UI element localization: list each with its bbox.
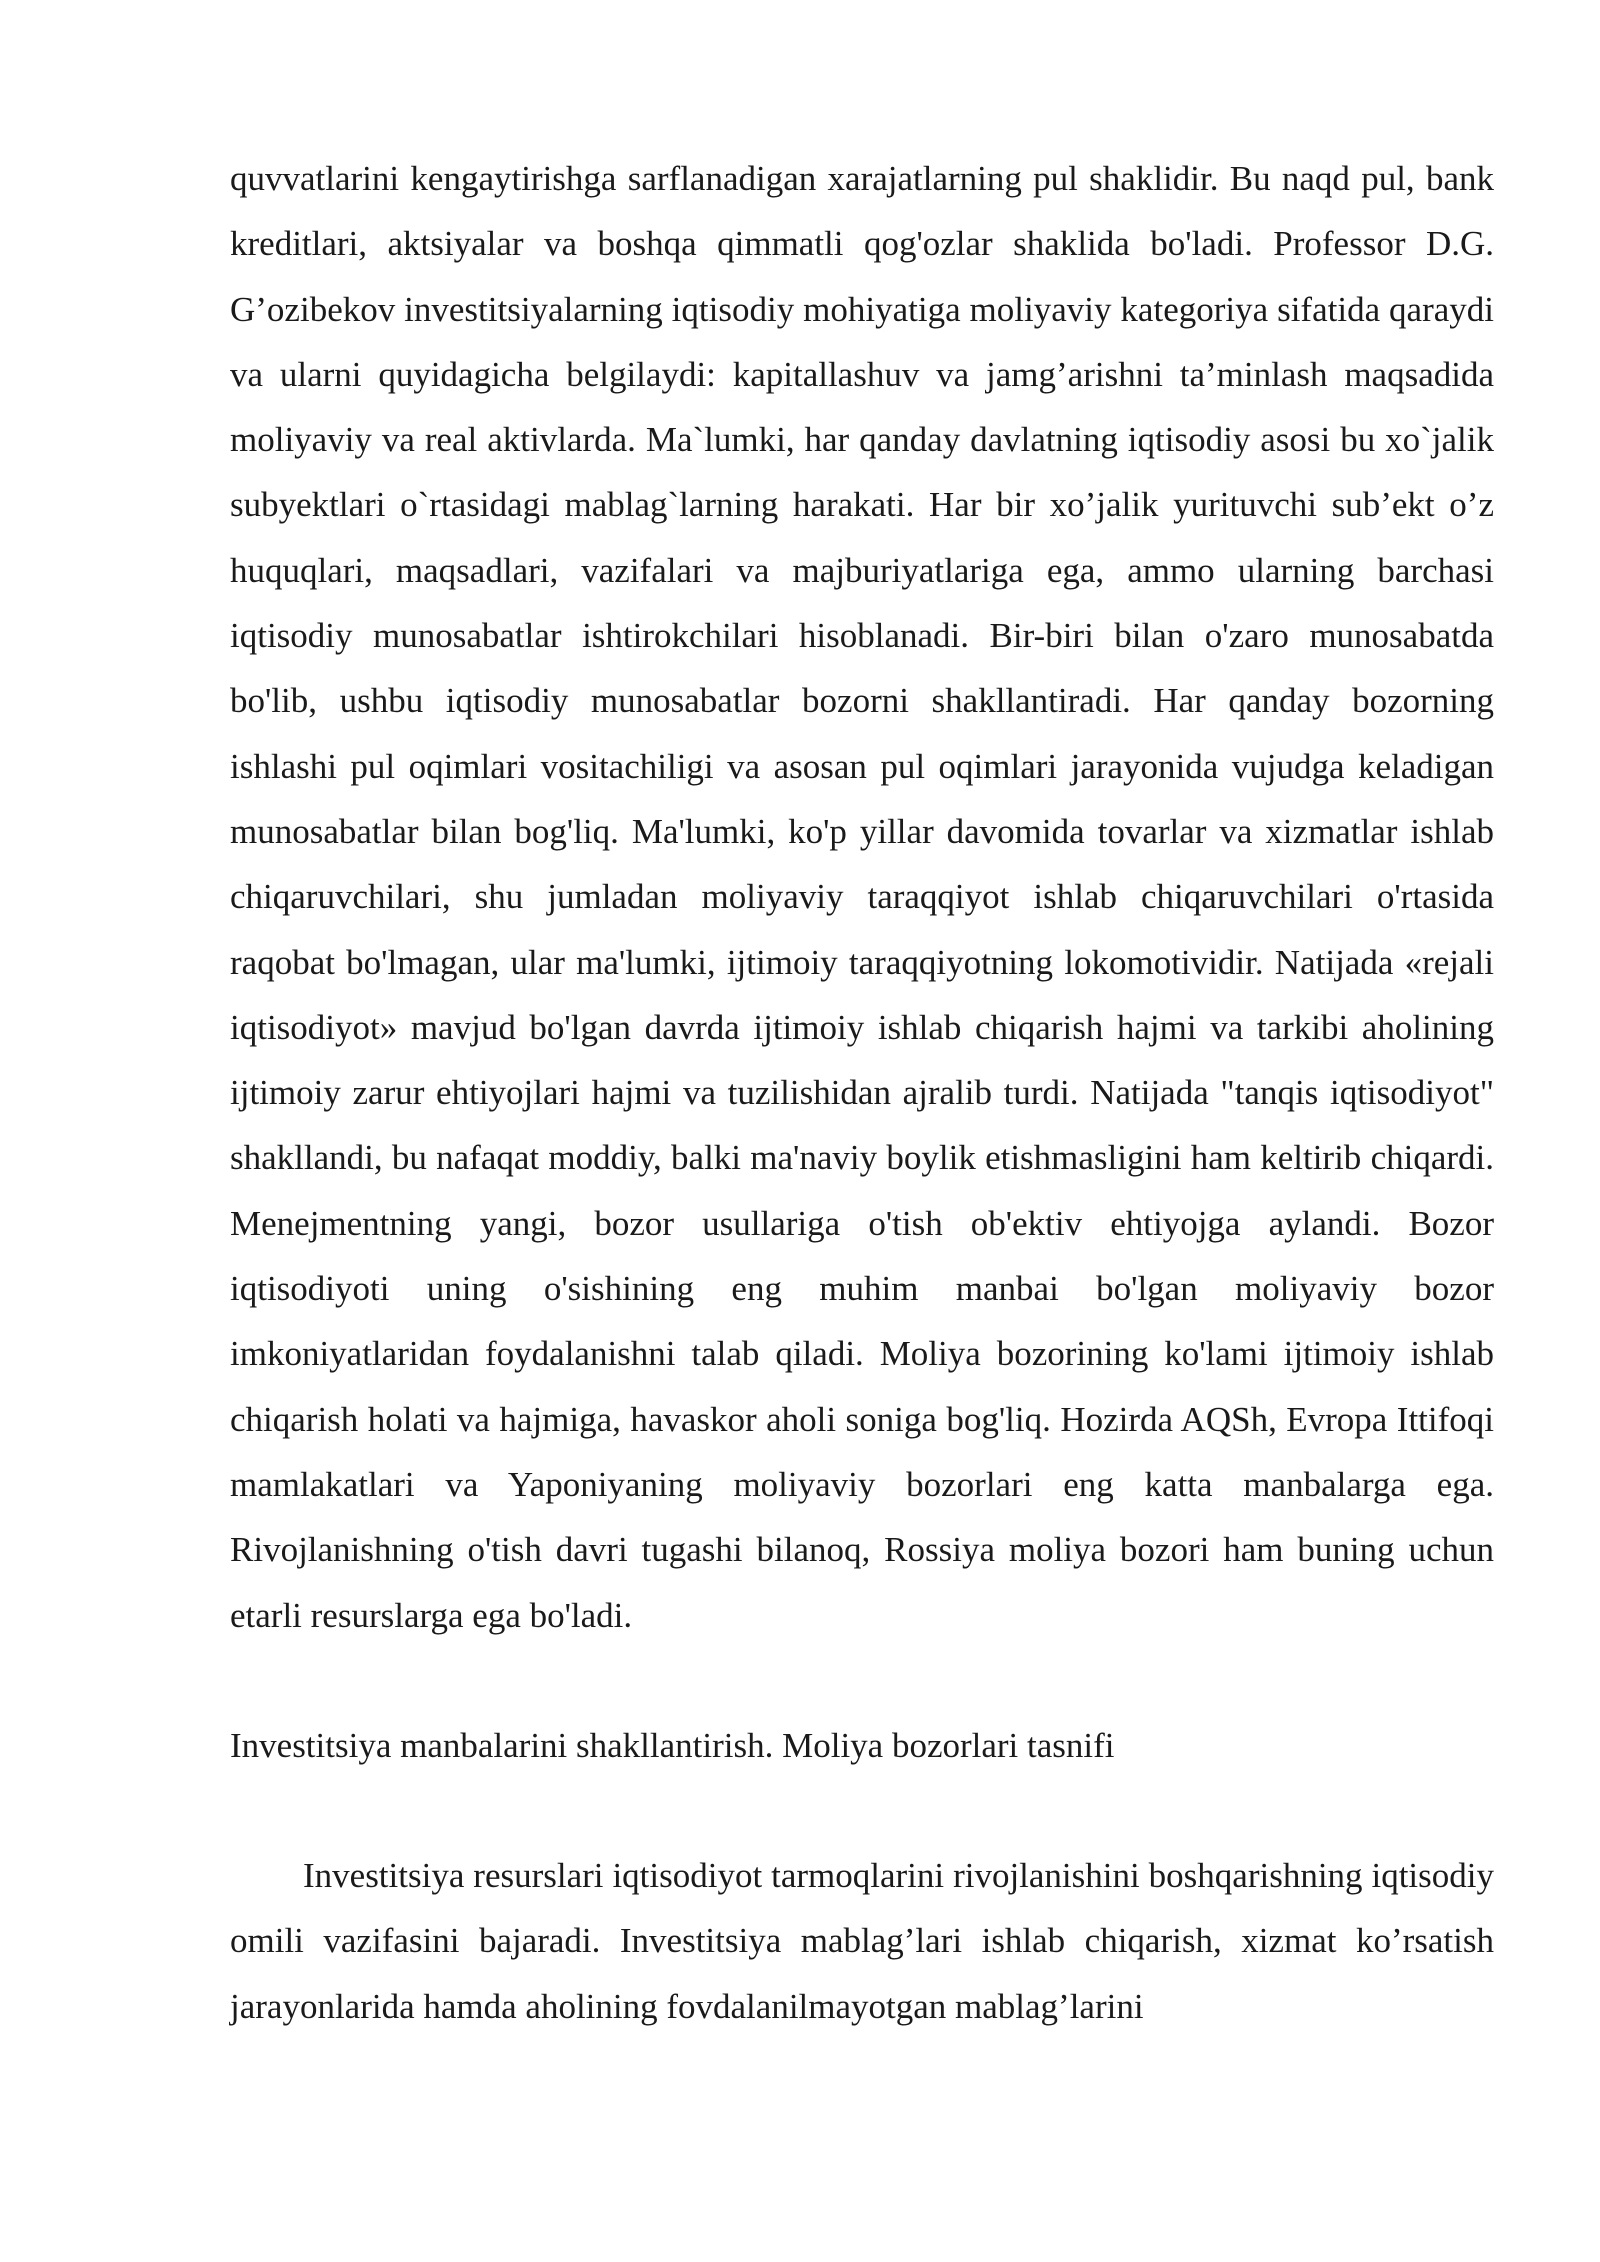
- body-paragraph: Investitsiya resurslari iqtisodiyot tarmoqlarini rivojlanishini boshqarishning iqtisodiy omili vazifasini bajaradi. Investitsiya mablag’lari ishlab chiqarish, xizmat ko’rsatish jarayonlarida hamda aholining fovdalanilmayotgan mablag’larini: [230, 1856, 1494, 2026]
- body-paragraph: quvvatlarini kengaytirishga sarflanadigan xarajatlarning pul shaklidir. Bu naqd pul, bank kreditlari, aktsiyalar va boshqa qimmatli qog'ozlar shaklida bo'ladi. Professor D.G. G’ozibekov investitsiyalarning iqtisodiy mohiyatiga moliyaviy kategoriya sifatida qaraydi va ularni quyidagicha belgilaydi: kapitallashuv va jamg’arishni ta’minlash maqsadida moliyaviy va real aktivlarda. Ma`lumki, har qanday davlatning iqtisodiy asosi bu xo`jalik subyektlari o`rtasidagi mablag`larning harakati. Har bir xo’jalik yurituvchi sub’ekt o’z huquqlari, maqsadlari, vazifalari va majburiyatlariga ega, ammo ularning barchasi iqtisodiy munosabatlar ishtirokchilari hisoblanadi. Bir-biri bilan o'zaro munosabatda bo'lib, ushbu iqtisodiy munosabatlar bozorni shakllantiradi. Har qanday bozorning ishlashi pul oqimlari vositachiligi va asosan pul oqimlari jarayonida vujudga keladigan munosabatlar bilan bog'liq. Ma'lumki, ko'p yillar davomida tovarlar va xizmatlar ishlab chiqaruvchilari, shu jumladan moliyaviy taraqqiyot ishlab chiqaruvchilari o'rtasida raqobat bo'lmagan, ular ma'lumki, ijtimoiy taraqqiyotning lokomotividir. Natijada «rejali iqtisodiyot» mavjud bo'lgan davrda ijtimoiy ishlab chiqarish hajmi va tarkibi aholining ijtimoiy zarur ehtiyojlari hajmi va tuzilishidan ajralib turdi. Natijada "tanqis iqtisodiyot" shakllandi, bu nafaqat moddiy, balki ma'naviy boylik etishmasligini ham keltirib chiqardi. Menejmentning yangi, bozor usullariga o'tish ob'ektiv ehtiyojga aylandi. Bozor iqtisodiyoti uning o'sishining eng muhim manbai bo'lgan moliyaviy bozor imkoniyatlaridan foydalanishni talab qiladi. Moliya bozorining ko'lami ijtimoiy ishlab chiqarish holati va hajmiga, havaskor aholi soniga bog'liq. Hozirda AQSh, Evropa Ittifoqi mamlakatlari va Yaponiyaning moliyaviy bozorlari eng katta manbalarga ega. Rivojlanishning o'tish davri tugashi bilanoq, Rossiya moliya bozori ham buning uchun etarli resurslarga ega bo'ladi.: [230, 159, 1494, 1635]
- document-body: [230, 146, 1494, 2039]
- paragraph-spacer: [230, 1778, 1494, 1843]
- paragraph-spacer: [230, 1648, 1494, 1713]
- section-heading: Investitsiya manbalarini shakllantirish. Moliya bozorlari tasnifi: [230, 1725, 1115, 1765]
